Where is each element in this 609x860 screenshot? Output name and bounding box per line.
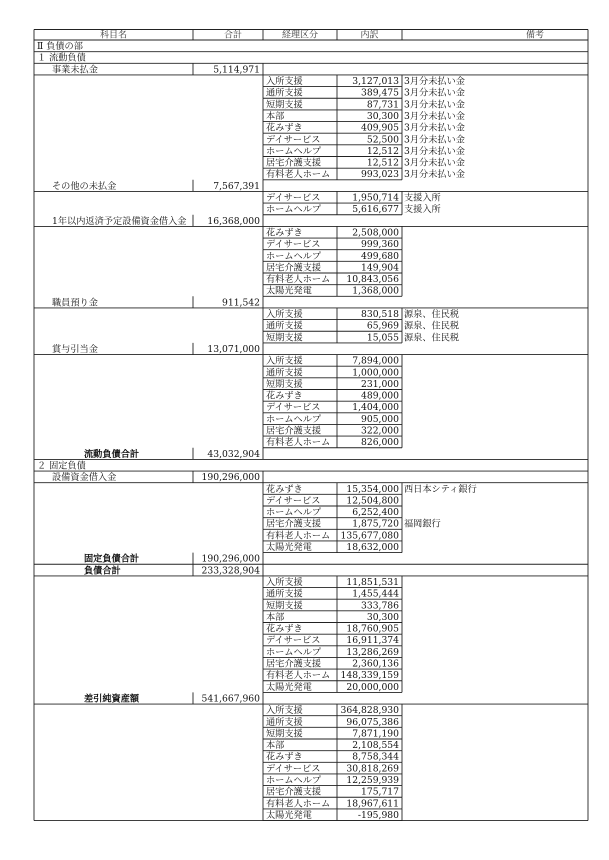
division-label: 花みずき (266, 227, 303, 239)
account-name: 賞与引当金 (52, 343, 98, 355)
detail-amount: 13,286,269 (346, 646, 399, 658)
detail-note: 源泉、住民税 (404, 320, 460, 332)
detail-amount: 1,404,000 (352, 402, 399, 414)
division-label: デイサービス (266, 495, 321, 507)
division-label: 本部 (266, 611, 285, 623)
division-label: 短期支援 (266, 378, 303, 390)
account-total: 43,032,904 (207, 448, 260, 460)
detail-note: 源泉、住民税 (404, 309, 460, 320)
division-label: 太陽光発電 (266, 285, 312, 297)
detail-note: 福岡銀行 (404, 518, 441, 530)
detail-amount: 149,904 (361, 262, 399, 274)
detail-amount: 389,475 (361, 87, 399, 99)
detail-amount: 2,360,136 (352, 658, 399, 670)
account-name: 設備資金借入金 (52, 472, 117, 484)
detail-amount: 30,300 (366, 110, 399, 122)
account-total: 541,667,960 (201, 693, 260, 705)
division-label: ホームヘルプ (266, 413, 322, 425)
division-label: 居宅介護支援 (266, 262, 322, 274)
detail-note: 3月分未払い金 (404, 76, 465, 87)
division-label: 短期支援 (266, 728, 303, 740)
detail-note: 3月分未払い金 (404, 122, 465, 134)
division-label: 入所支援 (266, 576, 303, 588)
detail-amount: 830,518 (361, 309, 399, 320)
detail-amount: 52,500 (366, 134, 399, 146)
detail-amount: 7,871,190 (352, 728, 399, 740)
division-label: 居宅介護支援 (266, 786, 322, 798)
division-label: ホームヘルプ (266, 646, 322, 658)
division-label: 花みずき (266, 751, 303, 763)
detail-amount: 6,252,400 (352, 507, 399, 519)
division-label: 居宅介護支援 (266, 157, 322, 169)
header-division: 経理区分 (281, 30, 319, 41)
detail-amount: 12,259,939 (346, 775, 399, 786)
detail-note: 3月分未払い金 (404, 145, 465, 157)
account-name: 差引純資産額 (84, 693, 140, 705)
division-label: 居宅介護支援 (266, 658, 322, 670)
detail-amount: 5,616,677 (352, 204, 399, 216)
header-total: 合計 (223, 30, 243, 41)
detail-note: 3月分未払い金 (404, 134, 465, 146)
detail-amount: 3,127,013 (352, 76, 399, 87)
account-total: 13,071,000 (207, 343, 260, 355)
division-label: 本部 (266, 110, 285, 122)
division-label: 居宅介護支援 (266, 518, 322, 530)
detail-amount: 1,368,000 (352, 285, 399, 297)
detail-note: 3月分未払い金 (404, 87, 465, 99)
detail-amount: 8,758,344 (352, 751, 399, 763)
division-label: 花みずき (266, 122, 303, 134)
detail-amount: 18,632,000 (346, 542, 399, 553)
division-label: 有料老人ホーム (266, 670, 331, 682)
detail-note: 3月分未払い金 (404, 157, 465, 169)
division-label: ホームヘルプ (266, 204, 322, 216)
detail-amount: 30,300 (366, 611, 399, 623)
detail-amount: 826,000 (361, 437, 399, 449)
detail-amount: 148,339,159 (340, 670, 399, 682)
section-current-liabilities: １ 流動負債 (37, 52, 86, 64)
division-label: 居宅介護支援 (266, 425, 322, 437)
detail-amount: 96,075,386 (346, 716, 399, 728)
division-label: 入所支援 (266, 355, 303, 367)
detail-amount: -195,980 (357, 809, 399, 821)
detail-amount: 15,354,000 (346, 483, 399, 495)
section-liabilities: Ⅱ 負債の部 (37, 41, 83, 53)
division-label: デイサービス (266, 763, 321, 775)
detail-amount: 409,905 (361, 122, 399, 134)
detail-note: 支援入所 (404, 204, 441, 216)
division-label: 太陽光発電 (266, 809, 312, 821)
account-name: 負債合計 (84, 565, 121, 577)
detail-amount: 905,000 (361, 413, 399, 425)
detail-note: 3月分未払い金 (404, 169, 465, 181)
division-label: 有料老人ホーム (266, 530, 331, 542)
account-name: 事業未払金 (52, 64, 98, 76)
detail-amount: 10,843,056 (346, 274, 399, 286)
division-label: ホームヘルプ (266, 250, 322, 262)
section-fixed-liabilities: ２ 固定負債 (37, 460, 86, 472)
detail-amount: 11,851,531 (346, 576, 399, 588)
detail-amount: 2,108,554 (352, 740, 399, 752)
detail-amount: 231,000 (361, 378, 399, 390)
detail-amount: 7,894,000 (352, 355, 399, 367)
detail-amount: 489,000 (361, 390, 399, 402)
division-label: 通所支援 (266, 367, 303, 379)
division-label: 花みずき (266, 390, 303, 402)
division-label: 有料老人ホーム (266, 437, 331, 449)
division-label: ホームヘルプ (266, 145, 322, 157)
division-label: 入所支援 (266, 705, 303, 717)
account-name: その他の未払金 (52, 180, 117, 192)
division-label: 通所支援 (266, 320, 303, 332)
account-name: 1年以内返済予定設備資金借入金 (52, 215, 187, 227)
detail-note: 3月分未払い金 (404, 99, 465, 111)
account-total: 233,328,904 (201, 565, 260, 577)
division-label: 入所支援 (266, 76, 303, 87)
division-label: 本部 (266, 740, 285, 752)
account-total: 7,567,391 (213, 180, 260, 192)
division-label: ホームヘルプ (266, 507, 322, 519)
detail-amount: 999,360 (361, 239, 399, 251)
detail-amount: 364,828,930 (340, 705, 399, 717)
detail-amount: 175,717 (361, 786, 399, 798)
division-label: 有料老人ホーム (266, 798, 331, 810)
division-label: 入所支援 (266, 309, 303, 320)
detail-amount: 12,504,800 (346, 495, 399, 507)
division-label: 太陽光発電 (266, 681, 312, 693)
division-label: 花みずき (266, 483, 303, 495)
account-name: 職員預り金 (52, 297, 98, 309)
detail-amount: 2,508,000 (352, 227, 399, 239)
detail-amount: 15,055 (366, 332, 399, 344)
division-label: 短期支援 (266, 600, 303, 612)
detail-note: 支援入所 (404, 192, 441, 204)
division-label: 太陽光発電 (266, 542, 312, 553)
detail-amount: 993,023 (361, 169, 399, 181)
detail-amount: 30,818,269 (346, 763, 399, 775)
detail-amount: 333,786 (361, 600, 399, 612)
division-label: 通所支援 (266, 716, 303, 728)
detail-amount: 322,000 (361, 425, 399, 437)
division-label: 短期支援 (266, 332, 303, 344)
detail-note: 源泉、住民税 (404, 332, 460, 344)
header-detail: 内訳 (360, 30, 379, 41)
detail-amount: 20,000,000 (346, 681, 399, 693)
division-label: デイサービス (266, 134, 321, 146)
detail-amount: 1,000,000 (352, 367, 399, 379)
detail-amount: 12,512 (366, 157, 399, 169)
division-label: 有料老人ホーム (266, 169, 331, 181)
detail-amount: 16,911,374 (346, 635, 399, 647)
division-label: デイサービス (266, 192, 321, 204)
header-item-name: 科目名 (99, 30, 128, 41)
detail-amount: 18,760,905 (346, 623, 399, 635)
detail-amount: 87,731 (366, 99, 399, 111)
detail-note: 3月分未払い金 (404, 110, 465, 122)
account-total: 190,296,000 (201, 553, 260, 565)
division-label: デイサービス (266, 635, 321, 647)
account-name: 流動負債合計 (84, 448, 140, 460)
detail-amount: 1,875,720 (352, 518, 399, 530)
division-label: 通所支援 (266, 87, 303, 99)
account-total: 190,296,000 (201, 472, 260, 484)
account-name: 固定負債合計 (84, 553, 140, 565)
account-total: 16,368,000 (207, 215, 260, 227)
header-note: 備考 (525, 30, 545, 41)
division-label: デイサービス (266, 239, 321, 251)
division-label: デイサービス (266, 402, 321, 414)
division-label: 花みずき (266, 623, 303, 635)
division-label: ホームヘルプ (266, 775, 322, 786)
division-label: 通所支援 (266, 588, 303, 600)
detail-amount: 135,677,080 (340, 530, 399, 542)
detail-amount: 499,680 (361, 250, 399, 262)
detail-amount: 18,967,611 (346, 798, 399, 810)
detail-amount: 12,512 (366, 145, 399, 157)
division-label: 短期支援 (266, 99, 303, 111)
division-label: 有料老人ホーム (266, 274, 331, 286)
detail-amount: 1,950,714 (352, 192, 399, 204)
account-total: 911,542 (222, 297, 260, 309)
detail-note: 西日本シティ銀行 (404, 483, 477, 495)
detail-amount: 65,969 (366, 320, 399, 332)
detail-amount: 1,455,444 (352, 588, 399, 600)
account-total: 5,114,971 (213, 64, 260, 76)
